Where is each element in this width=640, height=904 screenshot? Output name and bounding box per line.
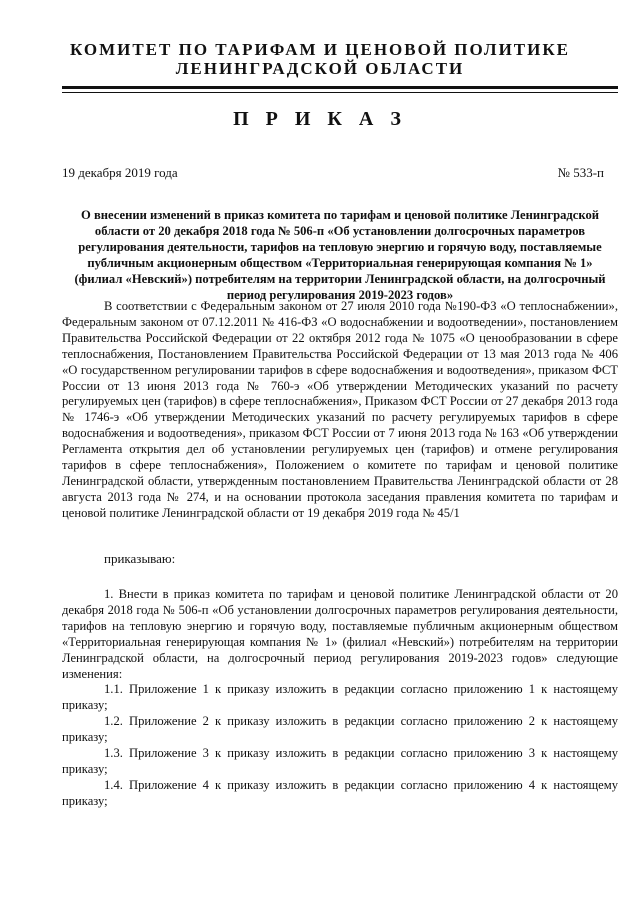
document-type-title: П Р И К А З <box>233 108 407 130</box>
header-line-2: ЛЕНИНГРАДСКОЙ ОБЛАСТИ <box>175 59 465 78</box>
order-word: приказываю: <box>104 551 176 566</box>
document-number: № 533-п <box>557 165 604 180</box>
header-rule-thick <box>62 86 618 89</box>
item-1: 1. Внести в приказ комитета по тарифам и ценовой политике Ленинградской области от 20 декабря 2018 года № 506-п «Об установлении долгосрочных параметров регулирования деятельности, тарифов на тепловую энергию и горячую воду, поставляемые публичным акционерным обществом «Территориальная генерирующая компания № 1» (филиал «Невский») потребителям на территории Ленинградской области, на долгосрочный период регулирования 2019-2023 годов» следующие изменения: <box>62 587 618 681</box>
committee-header <box>0 40 640 78</box>
item-1-1: 1.1. Приложение 1 к приказу изложить в редакции согласно приложению 1 к настоящему приказу; <box>62 682 618 713</box>
order-items <box>62 587 618 810</box>
document-date: 19 декабря 2019 года <box>62 165 178 180</box>
header-line-1: КОМИТЕТ ПО ТАРИФАМ И ЦЕНОВОЙ ПОЛИТИКЕ <box>69 40 571 59</box>
preamble-text: В соответствии с Федеральным законом от 27 июля 2010 года №190-ФЗ «О теплоснабжении», Федеральным законом от 07.12.2011 № 416-ФЗ «О водоснабжении и водоотведении», постановлением Правительства Российской Федерации от 22 октября 2012 года № 1075 «О ценообразовании в сфере теплоснабжения, Постановлением Правительства Российской Федерации от 13 мая 2013 года № 406 «О государственном регулировании тарифов в сфере водоснабжения и водоотведения», приказом ФСТ России от 13 июня 2013 года № 760-э «Об утверждении Методических указаний по расчету регулируемых цен (тарифов) в сфере теплоснабжения», Приказом ФСТ России от 27 декабря 2013 года № 1746-э «Об утверждении Методических указаний по расчету регулируемых тарифов в сфере водоснабжения и водоотведения», приказом ФСТ России от 7 июня 2013 года № 163 «Об утверждении Регламента открытия дел об установлении регулируемых цен (тарифов) и отмене регулирования тарифов в сфере теплоснабжения», Положением о комитете по тарифам и ценовой политике Ленинградской области, утвержденным постановлением Правительства Ленинградской области от 28 августа 2013 года № 274, и на основании протокола заседания правления комитета по тарифам и ценовой политике Ленинградской области от 19 декабря 2019 года № 45/1 <box>62 299 618 520</box>
item-1-2: 1.2. Приложение 2 к приказу изложить в редакции согласно приложению 2 к настоящему приказу; <box>62 714 618 745</box>
document-subject: О внесении изменений в приказ комитета по тарифам и ценовой политике Ленинградской области от 20 декабря 2018 года № 506-п «Об установлении долгосрочных параметров регулирования деятельности, тарифов на тепловую энергию и горячую воду, поставляемые публичным акционерным обществом «Территориальная генерирующая компания № 1» (филиал «Невский») потребителям на территории Ленинградской области, на долгосрочный период регулирования 2019-2023 годов» <box>74 208 606 302</box>
item-1-3: 1.3. Приложение 3 к приказу изложить в редакции согласно приложению 3 к настоящему приказу; <box>62 746 618 776</box>
preamble-block <box>62 299 618 522</box>
header-rule-thin <box>62 92 618 93</box>
item-1-4: 1.4. Приложение 4 к приказу изложить в редакции согласно приложению 4 к настоящему приказу; <box>62 777 618 808</box>
